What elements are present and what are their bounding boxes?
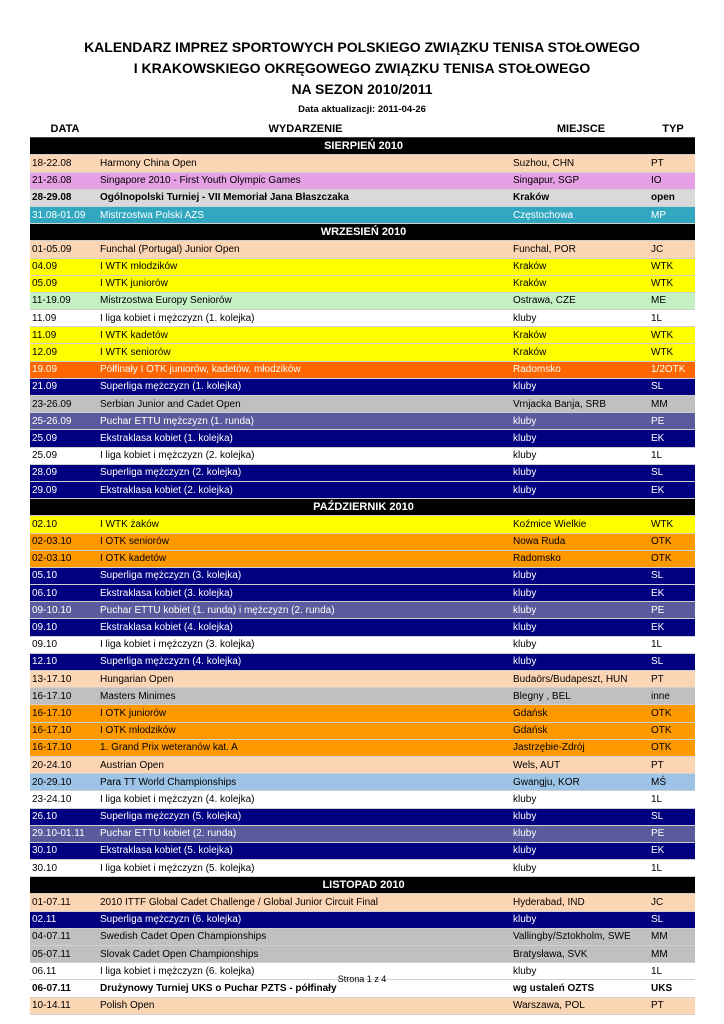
- cell-type: PT: [649, 756, 695, 773]
- cell-date: 02.11: [30, 911, 98, 928]
- table-row: [30, 894, 695, 911]
- cell-type: PE: [649, 825, 695, 842]
- cell-place: Blegny , BEL: [511, 688, 649, 705]
- table-row: [30, 206, 695, 223]
- cell-type: MM: [649, 946, 695, 963]
- header-event: WYDARZENIE: [98, 121, 511, 138]
- cell-event: Serbian Junior and Cadet Open: [98, 396, 511, 413]
- cell-place: Gdańsk: [511, 705, 649, 722]
- table-row: [30, 361, 695, 378]
- table-row: [30, 155, 695, 172]
- cell-type: WTK: [649, 258, 695, 275]
- cell-type: WTK: [649, 327, 695, 344]
- table-row: [30, 189, 695, 206]
- cell-event: I OTK seniorów: [98, 533, 511, 550]
- cell-event: 2010 ITTF Global Cadet Challenge / Global Junior Circuit Final: [98, 894, 511, 911]
- cell-place: Budaörs/Budapeszt, HUN: [511, 671, 649, 688]
- cell-place: kluby: [511, 860, 649, 877]
- cell-date: 02.10: [30, 516, 98, 533]
- cell-event: Swedish Cadet Open Championships: [98, 928, 511, 945]
- cell-type: WTK: [649, 344, 695, 361]
- cell-date: 04.09: [30, 258, 98, 275]
- cell-date: 23-26.09: [30, 396, 98, 413]
- cell-place: Kraków: [511, 344, 649, 361]
- cell-event: Puchar ETTU kobiet (2. runda): [98, 825, 511, 842]
- cell-date: 02-03.10: [30, 533, 98, 550]
- cell-type: EK: [649, 585, 695, 602]
- title-line-2: I KRAKOWSKIEGO OKRĘGOWEGO ZWIĄZKU TENISA STOŁOWEGO: [133, 60, 591, 76]
- cell-place: kluby: [511, 481, 649, 498]
- table-row: [30, 739, 695, 756]
- month-header-row: [30, 499, 695, 516]
- cell-event: Superliga mężczyzn (3. kolejka): [98, 567, 511, 584]
- cell-event: Hungarian Open: [98, 671, 511, 688]
- cell-place: Koźmice Wielkie: [511, 516, 649, 533]
- cell-date: 29.09: [30, 481, 98, 498]
- table-row: [30, 688, 695, 705]
- cell-event: Austrian Open: [98, 756, 511, 773]
- cell-date: 30.10: [30, 860, 98, 877]
- cell-event: I OTK kadetów: [98, 550, 511, 567]
- cell-place: Częstochowa: [511, 206, 649, 223]
- cell-event: Drużynowy Turniej UKS o Puchar PZTS - półfinały: [98, 980, 511, 997]
- cell-event: Superliga mężczyzn (5. kolejka): [98, 808, 511, 825]
- cell-type: inne: [649, 688, 695, 705]
- cell-date: 09.10: [30, 636, 98, 653]
- cell-place: kluby: [511, 585, 649, 602]
- cell-type: JC: [649, 241, 695, 258]
- cell-date: 28.09: [30, 464, 98, 481]
- month-name: PAŹDZIERNIK 2010: [30, 499, 695, 516]
- cell-type: PT: [649, 155, 695, 172]
- cell-event: Półfinały I OTK juniorów, kadetów, młodzików: [98, 361, 511, 378]
- month-header-row: [30, 138, 695, 155]
- cell-date: 18-22.08: [30, 155, 98, 172]
- cell-event: I WTK młodzików: [98, 258, 511, 275]
- cell-place: Singapur, SGP: [511, 172, 649, 189]
- cell-date: 20-24.10: [30, 756, 98, 773]
- table-row: [30, 516, 695, 533]
- table-row: [30, 241, 695, 258]
- table-row: [30, 722, 695, 739]
- cell-date: 26.10: [30, 808, 98, 825]
- table-row: [30, 825, 695, 842]
- table-row: [30, 533, 695, 550]
- cell-place: Bratysława, SVK: [511, 946, 649, 963]
- cell-date: 11-19.09: [30, 292, 98, 309]
- cell-event: I OTK juniorów: [98, 705, 511, 722]
- table-row: [30, 911, 695, 928]
- cell-type: SL: [649, 808, 695, 825]
- cell-event: Ekstraklasa kobiet (5. kolejka): [98, 842, 511, 859]
- cell-place: Kraków: [511, 327, 649, 344]
- cell-place: Vrnjacka Banja, SRB: [511, 396, 649, 413]
- cell-type: ME: [649, 292, 695, 309]
- cell-event: Superliga mężczyzn (2. kolejka): [98, 464, 511, 481]
- cell-type: MP: [649, 206, 695, 223]
- cell-type: PE: [649, 413, 695, 430]
- cell-place: Vallingby/Sztokholm, SWE: [511, 928, 649, 945]
- cell-type: JC: [649, 894, 695, 911]
- cell-type: WTK: [649, 275, 695, 292]
- cell-place: kluby: [511, 825, 649, 842]
- cell-event: Masters Minimes: [98, 688, 511, 705]
- cell-event: Harmony China Open: [98, 155, 511, 172]
- cell-type: EK: [649, 619, 695, 636]
- table-row: [30, 275, 695, 292]
- month-name: LISTOPAD 2010: [30, 877, 695, 894]
- cell-place: kluby: [511, 602, 649, 619]
- cell-type: UKS: [649, 980, 695, 997]
- table-row: [30, 636, 695, 653]
- cell-date: 06.11: [30, 963, 98, 980]
- cell-event: I liga kobiet i mężczyzn (4. kolejka): [98, 791, 511, 808]
- table-row: [30, 946, 695, 963]
- cell-type: PE: [649, 602, 695, 619]
- cell-event: Para TT World Championships: [98, 774, 511, 791]
- cell-date: 04-07.11: [30, 928, 98, 945]
- cell-type: SL: [649, 653, 695, 670]
- cell-date: 11.09: [30, 310, 98, 327]
- title-line-3: NA SEZON 2010/2011: [291, 81, 433, 97]
- table-row: [30, 928, 695, 945]
- cell-place: kluby: [511, 636, 649, 653]
- cell-date: 19.09: [30, 361, 98, 378]
- cell-place: kluby: [511, 413, 649, 430]
- cell-date: 01-07.11: [30, 894, 98, 911]
- cell-place: Kraków: [511, 189, 649, 206]
- cell-type: OTK: [649, 722, 695, 739]
- cell-place: kluby: [511, 963, 649, 980]
- table-row: [30, 774, 695, 791]
- cell-event: Puchar ETTU kobiet (1. runda) i mężczyzn (2. runda): [98, 602, 511, 619]
- table-row: [30, 258, 695, 275]
- table-row: [30, 344, 695, 361]
- cell-event: Ogólnopolski Turniej - VII Memoriał Jana Błaszczaka: [98, 189, 511, 206]
- table-row: [30, 447, 695, 464]
- cell-place: wg ustaleń OZTS: [511, 980, 649, 997]
- table-row: [30, 396, 695, 413]
- cell-event: Mistrzostwa Europy Seniorów: [98, 292, 511, 309]
- cell-date: 02-03.10: [30, 550, 98, 567]
- cell-event: I liga kobiet i mężczyzn (2. kolejka): [98, 447, 511, 464]
- cell-type: MM: [649, 396, 695, 413]
- cell-event: Funchal (Portugal) Junior Open: [98, 241, 511, 258]
- cell-place: Radomsko: [511, 550, 649, 567]
- table-row: [30, 464, 695, 481]
- cell-type: MŚ: [649, 774, 695, 791]
- cell-place: Suzhou, CHN: [511, 155, 649, 172]
- cell-place: Wels, AUT: [511, 756, 649, 773]
- cell-event: Superliga mężczyzn (1. kolejka): [98, 378, 511, 395]
- table-row: [30, 292, 695, 309]
- table-row: [30, 430, 695, 447]
- cell-date: 20-29.10: [30, 774, 98, 791]
- header-place: MIEJSCE: [511, 121, 649, 138]
- table-row: [30, 585, 695, 602]
- cell-place: kluby: [511, 378, 649, 395]
- month-header-row: [30, 224, 695, 241]
- cell-place: kluby: [511, 791, 649, 808]
- cell-place: kluby: [511, 464, 649, 481]
- table-row: [30, 310, 695, 327]
- cell-event: I WTK seniorów: [98, 344, 511, 361]
- cell-event: Ekstraklasa kobiet (3. kolejka): [98, 585, 511, 602]
- cell-type: SL: [649, 911, 695, 928]
- cell-date: 16-17.10: [30, 705, 98, 722]
- calendar-table: [30, 121, 695, 1015]
- cell-type: OTK: [649, 550, 695, 567]
- table-row: [30, 172, 695, 189]
- cell-place: kluby: [511, 310, 649, 327]
- month-name: WRZESIEŃ 2010: [30, 224, 695, 241]
- cell-place: Ostrawa, CZE: [511, 292, 649, 309]
- cell-event: I WTK kadetów: [98, 327, 511, 344]
- document-title: [0, 37, 724, 100]
- cell-place: kluby: [511, 447, 649, 464]
- cell-date: 09.10: [30, 619, 98, 636]
- cell-date: 25.09: [30, 430, 98, 447]
- cell-place: kluby: [511, 653, 649, 670]
- table-row: [30, 808, 695, 825]
- cell-date: 05-07.11: [30, 946, 98, 963]
- cell-type: open: [649, 189, 695, 206]
- cell-type: MM: [649, 928, 695, 945]
- cell-place: Nowa Ruda: [511, 533, 649, 550]
- cell-place: kluby: [511, 567, 649, 584]
- cell-date: 01-05.09: [30, 241, 98, 258]
- table-row: [30, 842, 695, 859]
- table-row: [30, 481, 695, 498]
- table-row: [30, 619, 695, 636]
- cell-event: I liga kobiet i mężczyzn (5. kolejka): [98, 860, 511, 877]
- table-row: [30, 378, 695, 395]
- cell-date: 09-10.10: [30, 602, 98, 619]
- cell-type: 1L: [649, 310, 695, 327]
- cell-date: 21-26.08: [30, 172, 98, 189]
- cell-place: Warszawa, POL: [511, 997, 649, 1014]
- update-date: Data aktualizacji: 2011-04-26: [298, 104, 426, 115]
- header-type: TYP: [649, 121, 695, 138]
- cell-date: 25-26.09: [30, 413, 98, 430]
- cell-type: OTK: [649, 533, 695, 550]
- month-name: SIERPIEŃ 2010: [30, 138, 695, 155]
- cell-event: Ekstraklasa kobiet (4. kolejka): [98, 619, 511, 636]
- table-header-row: [30, 121, 695, 138]
- cell-date: 16-17.10: [30, 722, 98, 739]
- cell-type: 1/2OTK: [649, 361, 695, 378]
- cell-type: 1L: [649, 963, 695, 980]
- cell-date: 21.09: [30, 378, 98, 395]
- cell-place: kluby: [511, 911, 649, 928]
- cell-date: 05.10: [30, 567, 98, 584]
- table-row: [30, 567, 695, 584]
- page-footer: Strona 1 z 4: [337, 974, 387, 984]
- cell-place: kluby: [511, 430, 649, 447]
- cell-date: 06-07.11: [30, 980, 98, 997]
- table-row: [30, 413, 695, 430]
- cell-place: kluby: [511, 619, 649, 636]
- cell-date: 23-24.10: [30, 791, 98, 808]
- cell-type: PT: [649, 997, 695, 1014]
- cell-date: 06.10: [30, 585, 98, 602]
- cell-type: SL: [649, 378, 695, 395]
- cell-date: 31.08-01.09: [30, 206, 98, 223]
- cell-date: 25.09: [30, 447, 98, 464]
- cell-event: 1. Grand Prix weteranów kat. A: [98, 739, 511, 756]
- cell-date: 30.10: [30, 842, 98, 859]
- table-row: [30, 671, 695, 688]
- cell-place: Gdańsk: [511, 722, 649, 739]
- cell-event: I OTK młodzików: [98, 722, 511, 739]
- cell-type: SL: [649, 567, 695, 584]
- cell-type: 1L: [649, 860, 695, 877]
- cell-place: Hyderabad, IND: [511, 894, 649, 911]
- cell-type: PT: [649, 671, 695, 688]
- cell-event: Ekstraklasa kobiet (1. kolejka): [98, 430, 511, 447]
- cell-date: 28-29.08: [30, 189, 98, 206]
- table-row: [30, 791, 695, 808]
- table-row: [30, 997, 695, 1014]
- cell-event: Ekstraklasa kobiet (2. kolejka): [98, 481, 511, 498]
- cell-event: Superliga mężczyzn (6. kolejka): [98, 911, 511, 928]
- cell-event: I WTK juniorów: [98, 275, 511, 292]
- cell-date: 05.09: [30, 275, 98, 292]
- table-row: [30, 756, 695, 773]
- cell-type: 1L: [649, 791, 695, 808]
- cell-date: 16-17.10: [30, 739, 98, 756]
- cell-place: Radomsko: [511, 361, 649, 378]
- cell-event: Polish Open: [98, 997, 511, 1014]
- cell-date: 29.10-01.11: [30, 825, 98, 842]
- cell-event: Puchar ETTU mężczyzn (1. runda): [98, 413, 511, 430]
- table-row: [30, 602, 695, 619]
- table-row: [30, 327, 695, 344]
- cell-type: EK: [649, 430, 695, 447]
- header-date: DATA: [30, 121, 98, 138]
- cell-date: 10-14.11: [30, 997, 98, 1014]
- table-row: [30, 860, 695, 877]
- cell-date: 12.10: [30, 653, 98, 670]
- table-row: [30, 653, 695, 670]
- cell-type: OTK: [649, 705, 695, 722]
- cell-type: 1L: [649, 447, 695, 464]
- cell-date: 12.09: [30, 344, 98, 361]
- cell-place: Gwangju, KOR: [511, 774, 649, 791]
- cell-place: kluby: [511, 808, 649, 825]
- cell-type: 1L: [649, 636, 695, 653]
- title-line-1: KALENDARZ IMPREZ SPORTOWYCH POLSKIEGO ZWIĄZKU TENISA STOŁOWEGO: [84, 39, 640, 55]
- cell-type: IO: [649, 172, 695, 189]
- cell-type: SL: [649, 464, 695, 481]
- cell-place: Kraków: [511, 275, 649, 292]
- table-row: [30, 705, 695, 722]
- cell-event: Superliga mężczyzn (4. kolejka): [98, 653, 511, 670]
- cell-type: OTK: [649, 739, 695, 756]
- cell-place: Funchal, POR: [511, 241, 649, 258]
- calendar-body: [30, 138, 695, 1015]
- table-row: [30, 550, 695, 567]
- cell-event: I WTK żaków: [98, 516, 511, 533]
- cell-type: EK: [649, 481, 695, 498]
- cell-event: Singapore 2010 - First Youth Olympic Games: [98, 172, 511, 189]
- cell-event: I liga kobiet i mężczyzn (1. kolejka): [98, 310, 511, 327]
- cell-date: 13-17.10: [30, 671, 98, 688]
- cell-event: I liga kobiet i mężczyzn (6. kolejka): [98, 963, 511, 980]
- cell-event: Mistrzostwa Polski AZS: [98, 206, 511, 223]
- cell-date: 16-17.10: [30, 688, 98, 705]
- cell-place: Jastrzębie-Zdrój: [511, 739, 649, 756]
- cell-event: Slovak Cadet Open Championships: [98, 946, 511, 963]
- cell-event: I liga kobiet i mężczyzn (3. kolejka): [98, 636, 511, 653]
- cell-place: Kraków: [511, 258, 649, 275]
- month-header-row: [30, 877, 695, 894]
- cell-date: 11.09: [30, 327, 98, 344]
- cell-place: kluby: [511, 842, 649, 859]
- cell-type: EK: [649, 842, 695, 859]
- cell-type: WTK: [649, 516, 695, 533]
